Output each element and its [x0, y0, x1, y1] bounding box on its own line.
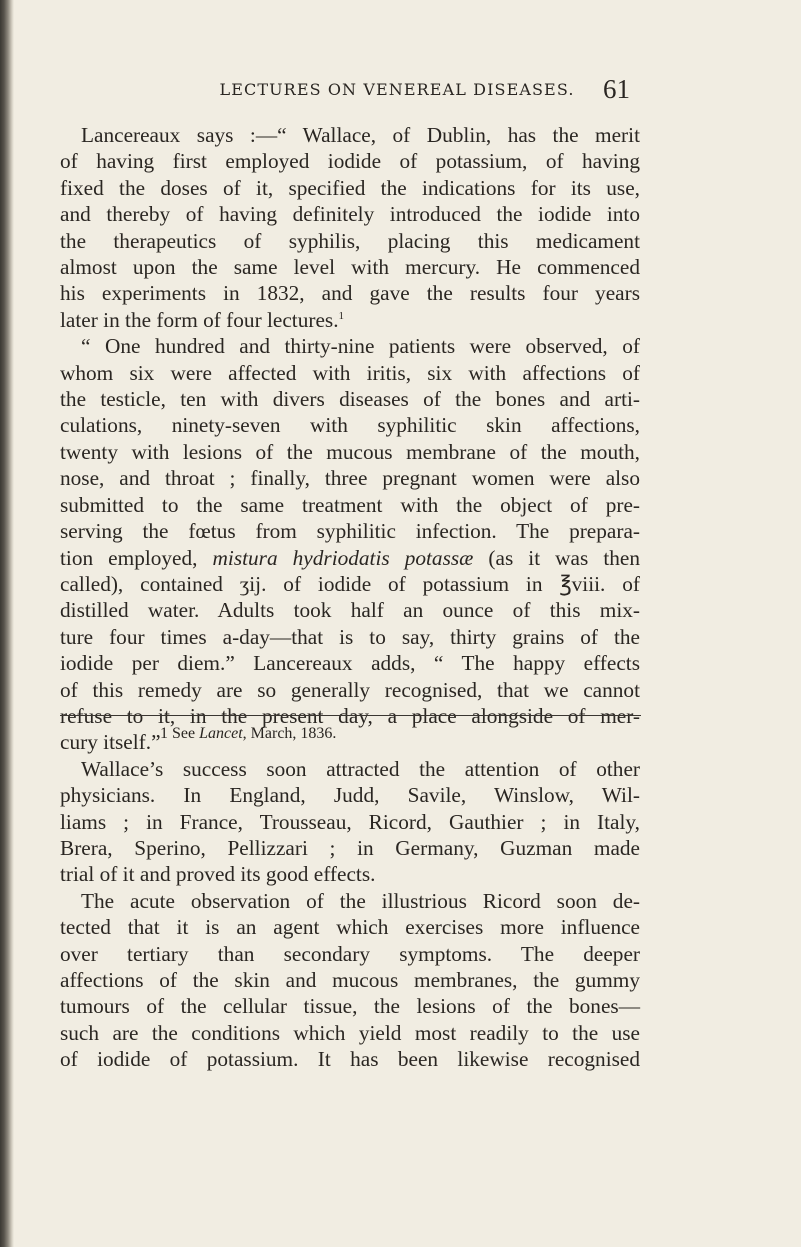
text-line: submitted to the same treatment with the object of pre- — [60, 492, 640, 517]
text-line: trial of it and proved its good effects. — [60, 862, 376, 887]
text-line: of this remedy are so generally recognised, that we cannot — [60, 677, 640, 702]
text-line: iodide per diem.” Lancereaux adds, “ The happy effects — [60, 651, 640, 676]
text-line: ture four times a-day—that is to say, thirty grains of the — [60, 624, 640, 649]
text-segment: tion employed, — [60, 545, 213, 570]
footnote-divider — [60, 715, 641, 716]
page-number: 61 — [603, 74, 630, 104]
text-line: physicians. In England, Judd, Savile, Winslow, Wil- — [60, 783, 640, 808]
text-line: his experiments in 1832, and gave the results four years — [60, 281, 640, 306]
text-line: refuse to it, in the present day, a place alongside of mer- — [60, 703, 640, 728]
footnote-number: 1 — [160, 725, 168, 742]
text-line: liams ; in France, Trousseau, Ricord, Gauthier ; in Italy, — [60, 809, 640, 834]
text-line: tumours of the cellular tissue, the lesions of the bones— — [60, 994, 640, 1019]
text-line: the testicle, ten with divers diseases of the bones and arti- — [60, 387, 640, 412]
page-body — [60, 122, 640, 1073]
footnote — [160, 725, 560, 743]
footnote-marker: 1 — [338, 309, 345, 322]
text-line: cury itself.” — [60, 730, 161, 755]
text-line: almost upon the same level with mercury. He commenced — [60, 255, 640, 280]
text-line: Brera, Sperino, Pellizzari ; in Germany, Guzman made — [60, 835, 640, 860]
text-line: Wallace’s success soon attracted the attention of other — [81, 756, 640, 781]
text-line: and thereby of having definitely introduced the iodide into — [60, 202, 640, 227]
text-line: tected that it is an agent which exercises more influence — [60, 915, 640, 940]
text-line: Lancereaux says :—“ Wallace, of Dublin, has the merit — [81, 123, 640, 147]
footnote-date: , March, 1836. — [242, 725, 337, 742]
footnote-source: Lancet — [199, 725, 243, 742]
italic-latin-term: mistura hydriodatis potassæ — [212, 545, 474, 570]
text-segment: later in the form of four lectures. — [60, 307, 339, 332]
page-spine-shadow — [0, 0, 14, 1247]
text-line: such are the conditions which yield most readily to the use — [60, 1020, 640, 1045]
text-line — [60, 307, 640, 333]
text-line: distilled water. Adults took half an ounce of this mix- — [60, 598, 640, 623]
text-line: “ One hundred and thirty-nine patients were observed, of — [81, 334, 640, 359]
text-line — [60, 545, 640, 571]
footnote-see: See — [172, 725, 196, 742]
text-line: nose, and throat ; finally, three pregnant women were also — [60, 466, 640, 491]
text-line: over tertiary than secondary symptoms. The deeper — [60, 941, 640, 966]
text-line: culations, ninety-seven with syphilitic skin affections, — [60, 413, 640, 438]
text-line: of having first employed iodide of potassium, of having — [60, 149, 640, 174]
paragraph-4 — [60, 888, 640, 1073]
text-line: called), contained ʒij. of iodide of potassium in ℥viii. of — [60, 571, 640, 596]
text-line: twenty with lesions of the mucous membrane of the mouth, — [60, 439, 640, 464]
text-line: affections of the skin and mucous membranes, the gummy — [60, 968, 640, 992]
text-line: fixed the doses of it, specified the indications for its use, — [60, 175, 640, 200]
text-segment: (as it was then — [473, 545, 640, 570]
text-line: serving the fœtus from syphilitic infection. The prepara- — [60, 519, 640, 544]
text-line: of iodide of potassium. It has been likewise recognised — [60, 1047, 640, 1072]
paragraph-2 — [60, 333, 640, 756]
text-line: whom six were affected with iritis, six with affections of — [60, 360, 640, 385]
text-line: The acute observation of the illustrious Ricord soon de- — [81, 888, 640, 913]
paragraph-3 — [60, 756, 640, 888]
paragraph-1 — [60, 122, 640, 333]
text-line: the therapeutics of syphilis, placing this medicament — [60, 228, 640, 253]
running-header: LECTURES ON VENEREAL DISEASES. — [219, 80, 575, 99]
